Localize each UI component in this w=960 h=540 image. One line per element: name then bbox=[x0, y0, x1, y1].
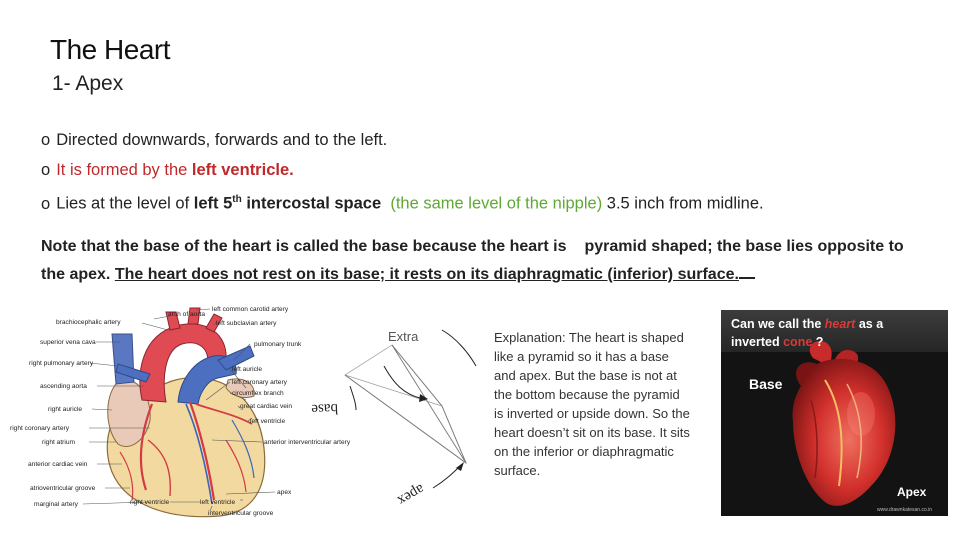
bullet-item bbox=[41, 185, 764, 219]
label-right-atrium: right atrium bbox=[42, 439, 75, 446]
bullet-emphasis: left ventricle. bbox=[191, 160, 294, 179]
bullet-emphasis: left 5 bbox=[193, 194, 233, 213]
page-title: The Heart bbox=[50, 34, 170, 65]
label-left-ventricle: left ventricle bbox=[250, 418, 286, 425]
pyramid-apex-label: apex bbox=[394, 480, 427, 509]
label-right-pulmonary-artery: right pulmonary artery bbox=[29, 360, 94, 367]
heart-illustration bbox=[10, 306, 351, 517]
label-interventricular-groove: interventricular groove bbox=[208, 510, 274, 517]
bullet-marker: o bbox=[41, 194, 51, 213]
photo-caption-line2: inverted cone ? bbox=[731, 335, 824, 349]
photo-apex-label: Apex bbox=[897, 485, 927, 499]
label-circumflex-branch: circumflex branch bbox=[232, 390, 284, 397]
pyramid-base-label: base bbox=[311, 400, 339, 417]
label-right-auricle: right auricle bbox=[48, 406, 83, 413]
label-great-cardiac-vein: great cardiac vein bbox=[240, 403, 293, 410]
pyramid-diagram bbox=[311, 329, 476, 509]
heart-photo-image bbox=[721, 310, 948, 516]
bullet-superscript: th bbox=[232, 194, 242, 205]
label-left-coronary-artery: left coronary artery bbox=[232, 379, 287, 386]
bullet-marker: o bbox=[41, 160, 51, 179]
bullet-item bbox=[41, 126, 764, 156]
label-left-subclavian: left subclavian artery bbox=[216, 320, 277, 327]
label-right-coronary-artery: right coronary artery bbox=[10, 425, 69, 432]
note-paragraph bbox=[41, 233, 931, 289]
section-subtitle: 1- Apex bbox=[52, 72, 124, 95]
label-pulmonary-trunk: pulmonary trunk bbox=[254, 341, 302, 348]
note-underlined: The heart does not rest on its base; it rests on its diaphragmatic (inferior) surface. bbox=[114, 266, 739, 283]
label-right-ventricle: right ventricle bbox=[130, 499, 170, 506]
bullet-text: It is formed by the bbox=[56, 160, 192, 179]
label-left-ventricle-lower: left ventricle bbox=[200, 499, 236, 506]
note-blank-line bbox=[739, 265, 755, 279]
photo-caption-line1: Can we call the heart as a bbox=[731, 317, 884, 331]
bullet-list bbox=[41, 126, 764, 219]
label-anterior-interventricular-artery: anterior interventricular artery bbox=[264, 439, 351, 446]
label-brachiocephalic-artery: brachiocephalic artery bbox=[56, 319, 121, 326]
label-anterior-cardiac-vein: anterior cardiac vein bbox=[28, 461, 88, 468]
bullet-text: 3.5 inch from midline. bbox=[602, 194, 764, 213]
label-ascending-aorta: ascending aorta bbox=[40, 383, 87, 390]
bullet-text: Lies at the level of bbox=[56, 194, 194, 213]
label-apex: apex bbox=[277, 489, 292, 496]
heart-photo bbox=[721, 310, 948, 516]
bullet-item bbox=[41, 156, 764, 186]
explanation-text: Explanation: The heart is shaped like a pyramid so it has a base and apex. But the base is not at the bottom because the pyramid is inverted or upside down. So the heart doesn’t sit on its base. It sits on the inferior or diaphragmatic surface. bbox=[494, 330, 690, 478]
note-text: ; the base lies opposite to the apex. bbox=[41, 238, 904, 283]
pyramid-extra-label: Extra bbox=[388, 329, 419, 344]
note-text: pyramid shaped bbox=[584, 238, 708, 255]
label-left-auricle: left auricle bbox=[232, 366, 263, 373]
bullet-marker: o bbox=[41, 131, 51, 149]
label-atrioventricular-groove: atrioventricular groove bbox=[30, 485, 96, 492]
label-arch-of-aorta: arch of aorta bbox=[168, 311, 206, 318]
note-text: Note that the base of the heart is called the base because the heart is bbox=[41, 238, 567, 255]
bullet-green-note: (the same level of the nipple) bbox=[390, 194, 603, 213]
bullet-text: Directed downwards, forwards and to the left. bbox=[56, 131, 388, 149]
photo-base-label: Base bbox=[749, 376, 783, 392]
label-left-common-carotid: left common carotid artery bbox=[212, 306, 289, 313]
photo-watermark: www.drawnkatesan.co.in bbox=[877, 507, 933, 513]
label-marginal-artery: marginal artery bbox=[34, 501, 78, 508]
label-superior-vena-cava: superior vena cava bbox=[40, 339, 96, 346]
bullet-emphasis: intercostal space bbox=[241, 194, 382, 213]
